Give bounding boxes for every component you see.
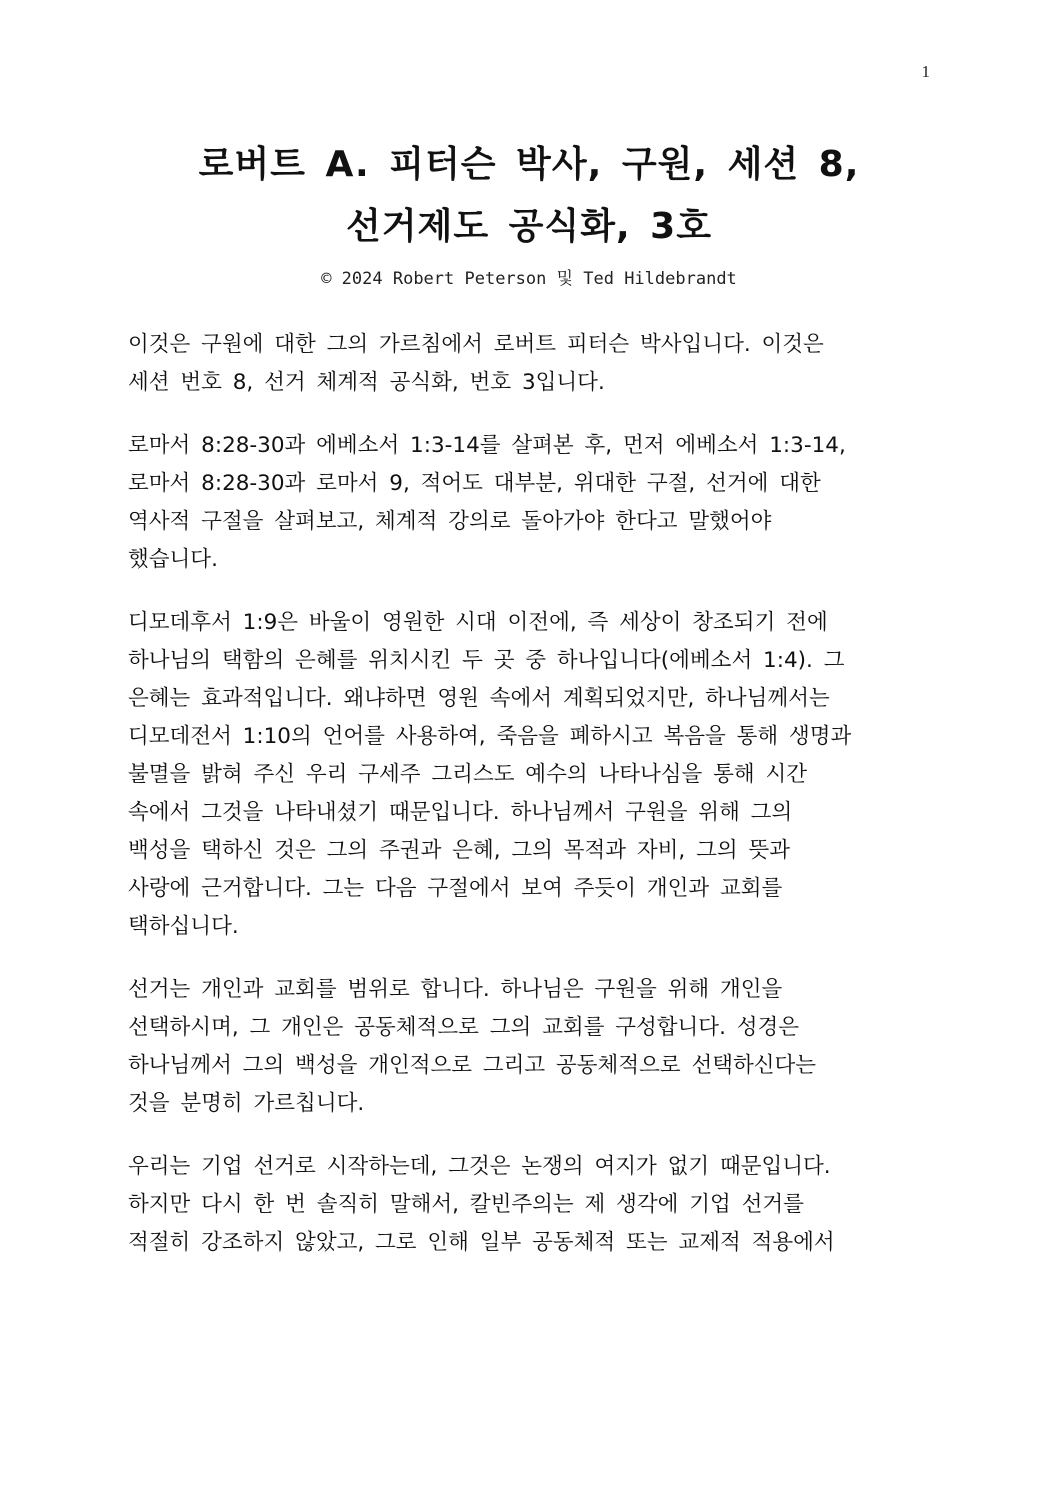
text-line: 선택하시며, 그 개인은 공동체적으로 그의 교회를 구성합니다. 성경은 [128,1015,800,1040]
copyright-notice: © 2024 Robert Peterson 및 Ted Hildebrandt [321,269,737,289]
text-line: 적절히 강조하지 않았고, 그로 인해 일부 공동체적 또는 교제적 적용에서 [128,1230,835,1255]
text-line: 했습니다. [128,547,218,572]
text-line: 디모데전서 1:10의 언어를 사용하여, 죽음을 폐하시고 복음을 통해 생명과 [128,724,852,749]
document-body [128,326,928,1287]
document-title-line-1: 로버트 A. 피터슨 박사, 구원, 세션 8, [198,144,860,185]
text-line: 디모데후서 1:9은 바울이 영원한 시대 이전에, 즉 세상이 창조되기 전에 [128,610,828,635]
text-line: 사랑에 근거합니다. 그는 다음 구절에서 보여 주듯이 개인과 교회를 [128,876,783,901]
text-line: 하지만 다시 한 번 솔직히 말해서, 칼빈주의는 제 생각에 기업 선거를 [128,1192,804,1217]
document-title-line-2: 선거제도 공식화, 3호 [346,206,712,247]
page-number: 1 [921,62,930,81]
text-line: 택하십니다. [128,914,239,939]
text-line: 로마서 8:28-30과 로마서 9, 적어도 대부분, 위대한 구절, 선거에 대한 [128,471,821,496]
text-line: 우리는 기업 선거로 시작하는데, 그것은 논쟁의 여지가 없기 때문입니다. [128,1154,831,1179]
text-line: 속에서 그것을 나타내셨기 때문입니다. 하나님께서 구원을 위해 그의 [128,800,793,825]
text-line: 역사적 구절을 살펴보고, 체계적 강의로 돌아가야 한다고 말했어야 [128,509,772,534]
text-line: 불멸을 밝혀 주신 우리 구세주 그리스도 예수의 나타나심을 통해 시간 [128,762,808,787]
paragraph-1 [128,326,928,402]
text-line: 세션 번호 8, 선거 체계적 공식화, 번호 3입니다. [128,370,605,395]
text-line: 백성을 택하신 것은 그의 주권과 은혜, 그의 목적과 자비, 그의 뜻과 [128,838,791,863]
text-line: 로마서 8:28-30과 에베소서 1:3-14를 살펴본 후, 먼저 에베소서 1:3-14, [128,433,846,458]
text-line: 선거는 개인과 교회를 범위로 합니다. 하나님은 구원을 위해 개인을 [128,977,783,1002]
text-line: 하나님께서 그의 백성을 개인적으로 그리고 공동체적으로 선택하신다는 [128,1053,817,1078]
text-line: 은혜는 효과적입니다. 왜냐하면 영원 속에서 계획되었지만, 하나님께서는 [128,686,830,711]
text-line: 것을 분명히 가르칩니다. [128,1091,365,1116]
paragraph-2 [128,427,928,579]
paragraph-4 [128,971,928,1123]
document-header [0,134,1058,289]
text-line: 하나님의 택함의 은혜를 위치시킨 두 곳 중 하나입니다(에베소서 1:4). 그 [128,648,845,673]
text-line: 이것은 구원에 대한 그의 가르침에서 로버트 피터슨 박사입니다. 이것은 [128,332,824,357]
paragraph-3 [128,604,928,946]
paragraph-5 [128,1148,928,1262]
